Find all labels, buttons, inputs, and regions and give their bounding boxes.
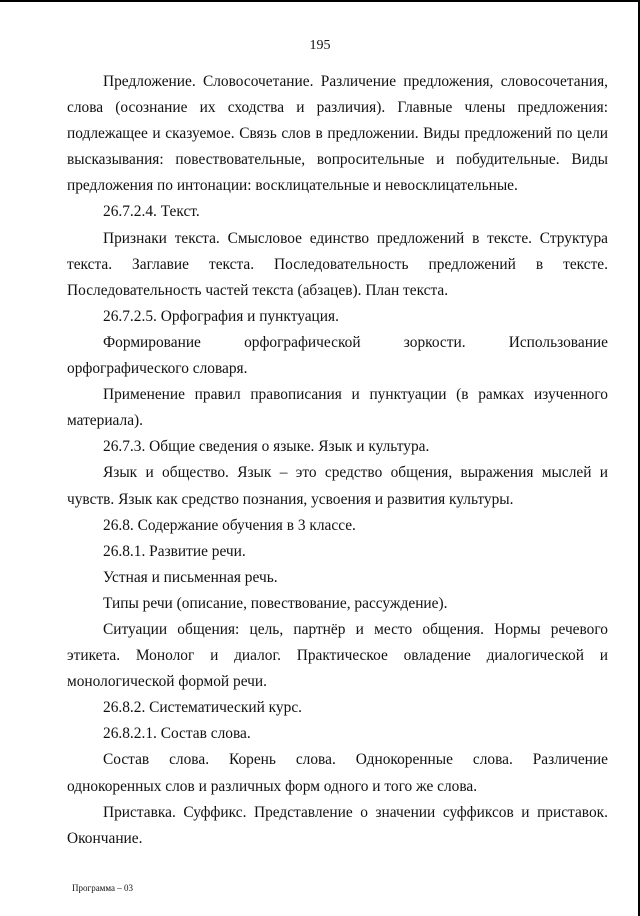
scan-border-top (0, 0, 640, 2)
page-number: 195 (309, 38, 331, 53)
paragraph-communication-situations: Ситуации общения: цель, партнёр и место общения. Нормы речевого этикета. Монолог и диалог. Практическое овладение диалогической и монологической формой речи. (67, 620, 608, 691)
paragraph-oral-written-speech: Устная и письменная речь. (103, 568, 278, 586)
paragraph-spelling-rules: Применение правил правописания и пунктуации (в рамках изученного материала). (67, 386, 608, 430)
paragraph-prefix-suffix: Приставка. Суффикс. Представление о значении суффиксов и приставок. Окончание. (67, 803, 608, 847)
document-body (67, 69, 608, 852)
paragraph-sentence-overview: Предложение. Словосочетание. Различение предложения, словосочетания, слова (осознание их сходства и различия). Главные члены предложения: подлежащее и сказуемое. Связь слов в предложении. Виды предложений по цели высказывания: повествовательные, вопросительные и побудительные. Виды предложения по интонации: восклицательные и невосклицательные. (67, 73, 608, 195)
section-heading-word-structure: 26.8.2.1. Состав слова. (103, 725, 251, 743)
section-heading-speech-development: 26.8.1. Развитие речи. (103, 542, 246, 560)
section-heading-text: 26.7.2.4. Текст. (103, 203, 200, 221)
paragraph-text-features: Признаки текста. Смысловое единство предложений в тексте. Структура текста. Заглавие текста. Последовательность предложений в тексте. Последовательность частей текста (абзацев). План текста. (67, 229, 608, 299)
paragraph-word-composition: Состав слова. Корень слова. Однокоренные слова. Различение однокоренных слов и различных форм одного и того же слова. (67, 751, 608, 795)
section-heading-grade-3: 26.8. Содержание обучения в 3 классе. (103, 516, 356, 534)
section-heading-language-culture: 26.7.3. Общие сведения о языке. Язык и культура. (103, 438, 430, 456)
paragraph-speech-types: Типы речи (описание, повествование, рассуждение). (103, 594, 448, 612)
section-heading-systematic-course: 26.8.2. Систематический курс. (103, 699, 303, 717)
paragraph-orthographic-vigilance: Формирование орфографической зоркости. Использование орфографического словаря. (67, 333, 608, 378)
section-heading-orthography: 26.7.2.5. Орфография и пунктуация. (103, 307, 339, 325)
paragraph-language-society: Язык и общество. Язык – это средство общения, выражения мыслей и чувств. Язык как средство познания, усвоения и развития культуры. (67, 464, 608, 508)
page-footer: Программа – 03 (72, 883, 134, 893)
